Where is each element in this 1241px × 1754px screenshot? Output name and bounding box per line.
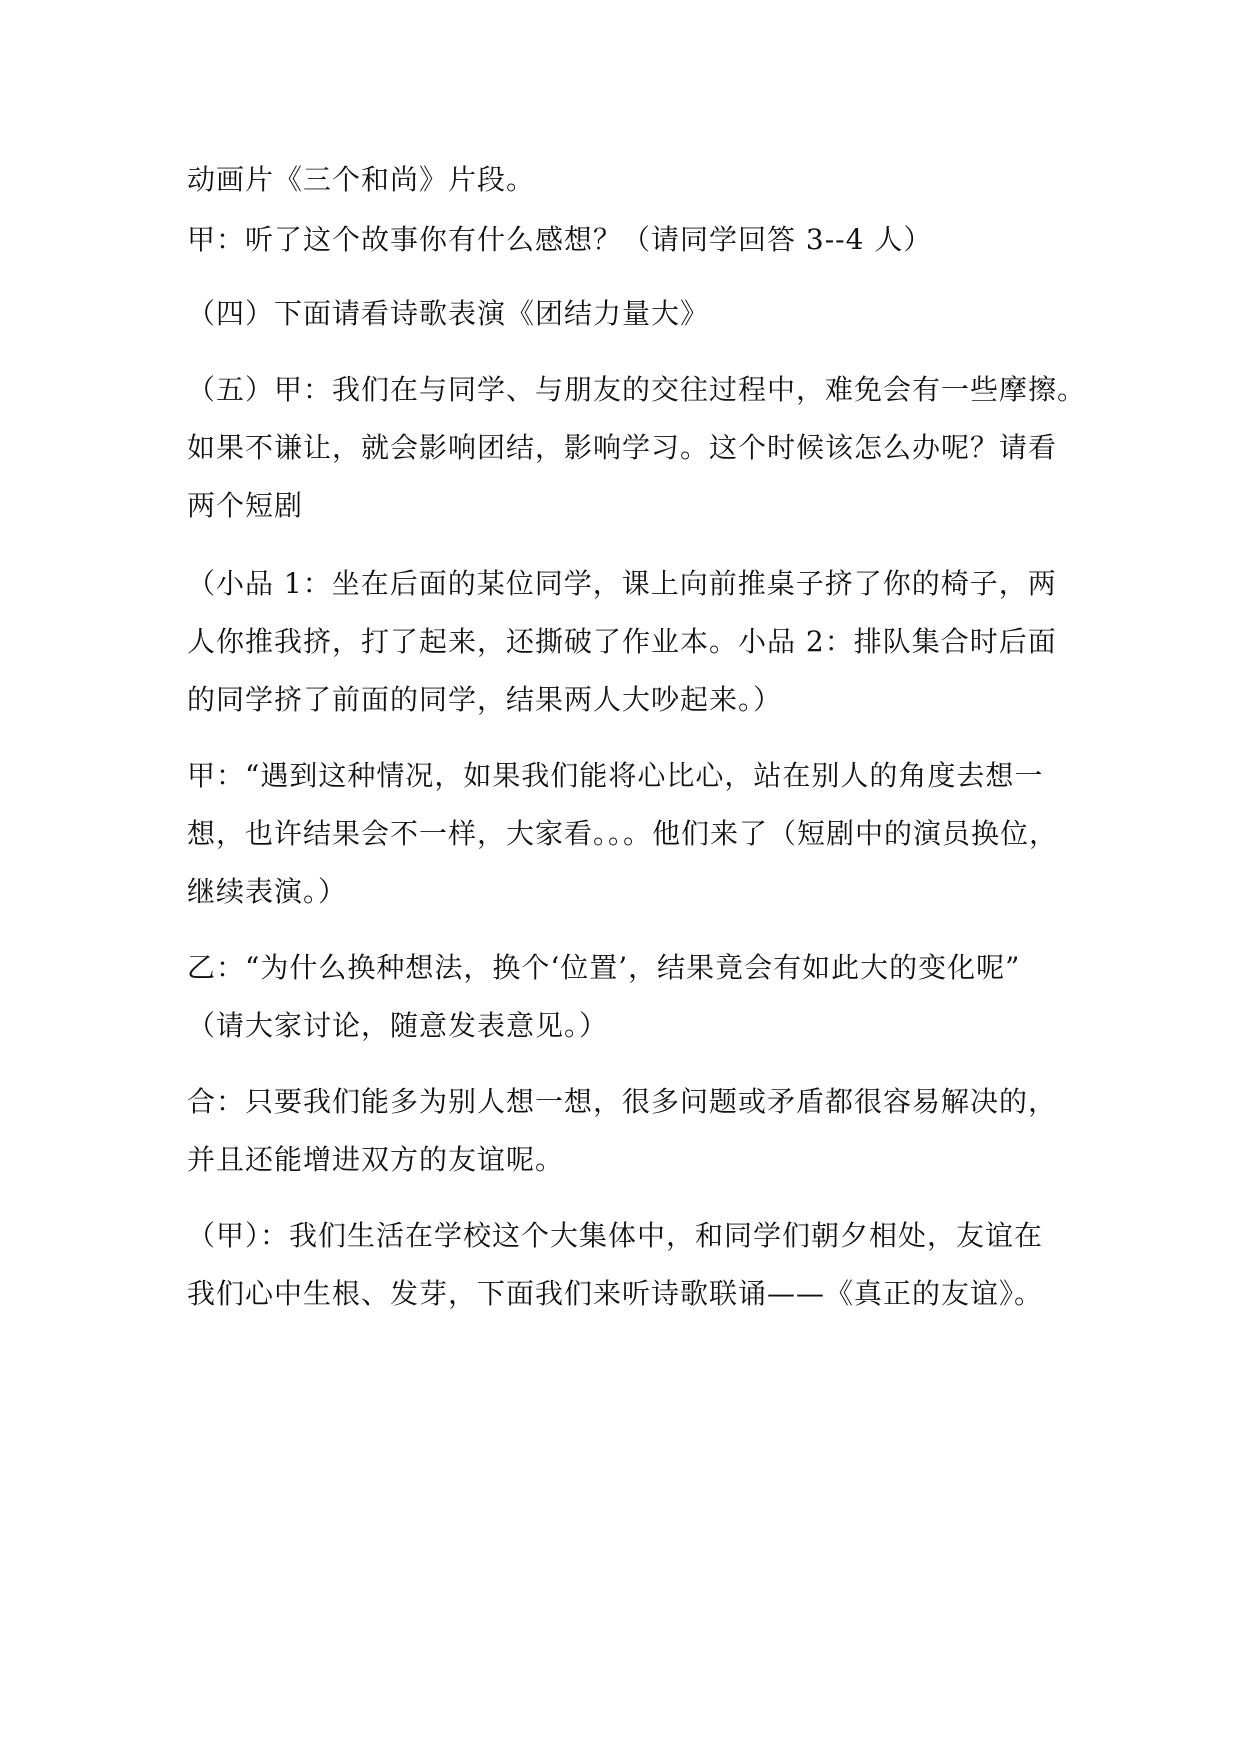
text-line: （小品 1：坐在后面的某位同学，课上向前推桌子挤了你的椅子，两 [187,567,1057,600]
text-line: （请大家讨论，随意发表意见。） [187,1009,609,1042]
text-line: 人你推我挤，打了起来，还撕破了作业本。小品 2：排队集合时后面 [187,625,1057,658]
text-line: 甲：听了这个故事你有什么感想？（请同学回答 3--4 人） [187,223,933,256]
text-line: 我们心中生根、发芽，下面我们来听诗歌联诵——《真正的友谊》。 [187,1277,1044,1310]
text-line: 的同学挤了前面的同学，结果两人大吵起来。） [187,683,783,716]
text-line: 想，也许结果会不一样，大家看。。。他们来了（短剧中的演员换位， [187,817,1059,850]
text-line: 合：只要我们能多为别人想一想，很多问题或矛盾都很容易解决的， [187,1085,1058,1118]
text-line: （五）甲：我们在与同学、与朋友的交往过程中，难免会有一些摩擦。 [187,373,1087,406]
text-line: 动画片《三个和尚》片段。 [187,163,536,196]
text-line: 两个短剧 [187,489,304,522]
text-line: 如果不谦让，就会影响团结，影响学习。这个时候该怎么办呢？请看 [187,431,1058,464]
text-line: （甲）：我们生活在学校这个大集体中，和同学们朝夕相处，友谊在 [187,1219,1044,1252]
text-line: 乙：“为什么换种想法，换个‘位置’，结果竟会有如此大的变化呢” [187,951,1021,984]
text-line: 并且还能增进双方的友谊呢。 [187,1143,565,1176]
text-line: 继续表演。） [187,875,348,908]
text-line: （四）下面请看诗歌表演《团结力量大》 [187,297,710,330]
text-line: 甲：“遇到这种情况，如果我们能将心比心，站在别人的角度去想一 [187,759,1044,792]
